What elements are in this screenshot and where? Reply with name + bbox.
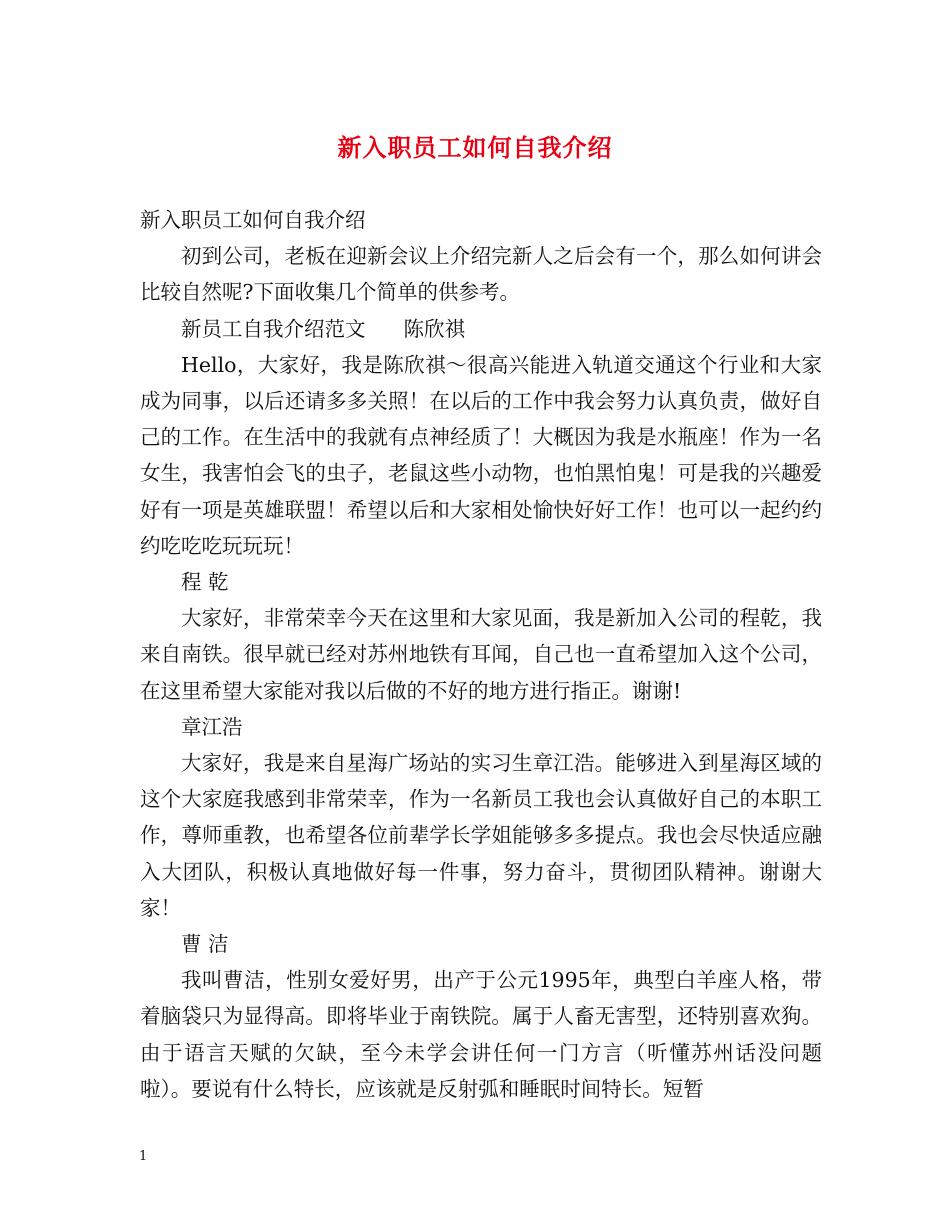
sample-heading: 新员工自我介绍范文 [181, 316, 366, 341]
heading-line: 新入职员工如何自我介绍 [140, 208, 366, 232]
paragraph-caojie: 我叫曹洁，性别女爱好男，出产于公元1995年，典型白羊座人格，带着脑袋只为显得高。即将毕业于南铁院。属于人畜无害型，还特别喜欢狗。由于语言天赋的欠缺，至今未学会讲任何一门方言（听懂苏州话没问题啦）。要说有什么特长，应该就是反射弧和睡眠时间特长。短暂 [140, 968, 822, 1101]
sample-author: 陈欣祺 [403, 316, 465, 341]
intro-paragraph: 初到公司，老板在迎新会议上介绍完新人之后会有一个，那么如何讲会比较自然呢?下面收集几个简单的供参考。 [140, 244, 822, 305]
name-caojie: 曹 洁 [181, 932, 229, 957]
name-zhangjianghao: 章江浩 [181, 714, 243, 739]
paragraph-zhangjianghao: 大家好，我是来自星海广场站的实习生章江浩。能够进入到星海区域的这个大家庭我感到非常荣幸，作为一名新员工我也会认真做好自己的本职工作，尊师重教，也希望各位前辈学长学姐能够多多提点。我也会尽快适应融入大团队，积极认真地做好每一件事，努力奋斗，贯彻团队精神。谢谢大家！ [140, 751, 822, 920]
name-chengqian: 程 乾 [181, 570, 229, 595]
paragraph-chenxinqi: Hello，大家好，我是陈欣祺～很高兴能进入轨道交通这个行业和大家成为同事，以后还请多多关照！在以后的工作中我会努力认真负责，做好自己的工作。在生活中的我就有点神经质了！大概因为我是水瓶座！作为一名女生，我害怕会飞的虫子，老鼠这些小动物，也怕黑怕鬼！可是我的兴趣爱好有一项是英雄联盟！希望以后和大家相处愉快好好工作！也可以一起约约约吃吃吃玩玩玩！ [140, 352, 822, 558]
page-number: 1 [139, 1149, 148, 1164]
document-title: 新入职员工如何自我介绍 [337, 133, 613, 162]
paragraph-chengqian: 大家好，非常荣幸今天在这里和大家见面，我是新加入公司的程乾，我来自南铁。很早就已经对苏州地铁有耳闻，自己也一直希望加入这个公司，在这里希望大家能对我以后做的不好的地方进行指正。谢谢! [140, 606, 822, 703]
sample-heading-line [140, 311, 822, 347]
document-body [140, 202, 822, 1107]
